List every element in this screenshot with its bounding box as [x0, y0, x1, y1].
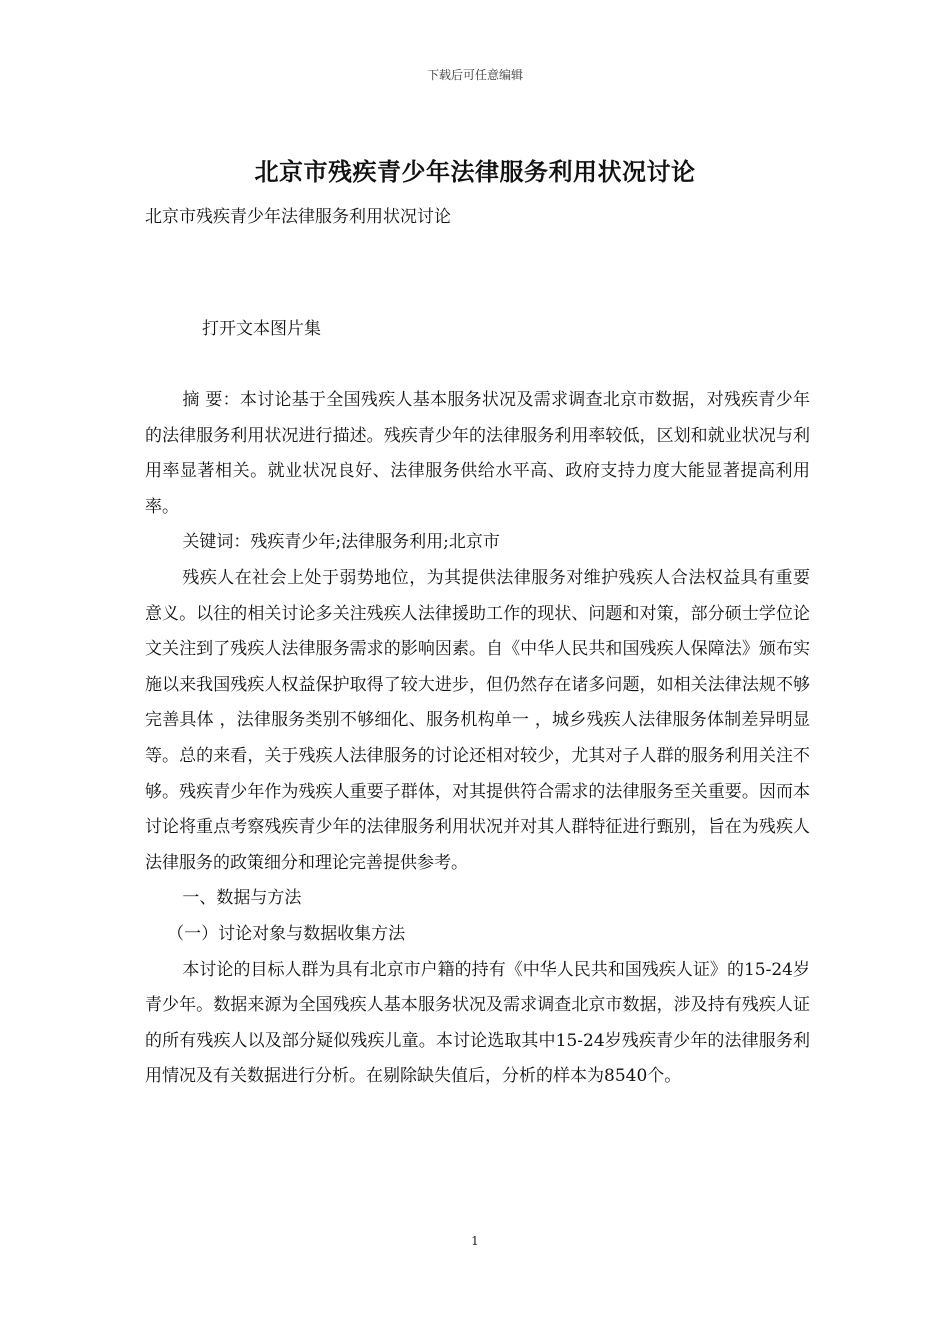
subsection-heading-research-subjects: （一）讨论对象与数据收集方法	[167, 923, 406, 944]
document-title: 北京市残疾青少年法律服务利用状况讨论	[254, 157, 696, 186]
section-heading-data-and-methods: 一、数据与方法	[182, 888, 302, 909]
open-image-gallery-link[interactable]: 打开文本图片集	[202, 319, 321, 339]
page-header-note: 下载后可任意编辑	[426, 68, 523, 82]
document-subtitle: 北京市残疾青少年法律服务利用状况讨论	[145, 207, 451, 227]
page-number: 1	[471, 1234, 479, 1248]
keywords-paragraph: 关键词：残疾青少年;法律服务利用;北京市	[182, 532, 500, 553]
introduction-paragraph: 残疾人在社会上处于弱势地位，为其提供法律服务对维护残疾人合法权益具有重要意义。以往的相关讨论多关注残疾人法律援助工作的现状、问题和对策，部分硕士学位论文关注到了残疾人法律服务需求的影响因素。自《中华人民共和国残疾人保障法》颁布实施以来我国残疾人权益保护取得了较大进步，但仍然存在诸多问题，如相关法律法规不够完善具体 ，法律服务类别不够细化、服务机构单一 ，城乡残疾人法律服务体制差异明显 等。总的来看，关于残疾人法律服务的讨论还相对较少，尤其对子人群的服务利用关注不够。残疾青少年作为残疾人重要子群体，对其提供符合需求的法律服务至关重要。因而本讨论将重点考察残疾青少年的法律服务利用状况并对其人群特征进行甄别，旨在为残疾人法律服务的政策细分和理论完善提供参考。	[145, 567, 810, 873]
abstract-paragraph: 摘 要：本讨论基于全国残疾人基本服务状况及需求调查北京市数据，对残疾青少年的法律服务利用状况进行描述。残疾青少年的法律服务利用率较低，区划和就业状况与利用率显著相关。就业状况良好、法律服务供给水平高、政府支持力度大能显著提高利用率。	[145, 390, 810, 517]
research-subjects-paragraph: 本讨论的目标人群为具有北京市户籍的持有《中华人民共和国残疾人证》的15-24岁青少年。数据来源为全国残疾人基本服务状况及需求调查北京市数据，涉及持有残疾人证的所有残疾人以及部分疑似残疾儿童。本讨论选取其中15-24岁残疾青少年的法律服务利用情况及有关数据进行分析。在剔除缺失值后，分析的样本为8540个。	[145, 959, 810, 1087]
document-body	[145, 383, 810, 1095]
